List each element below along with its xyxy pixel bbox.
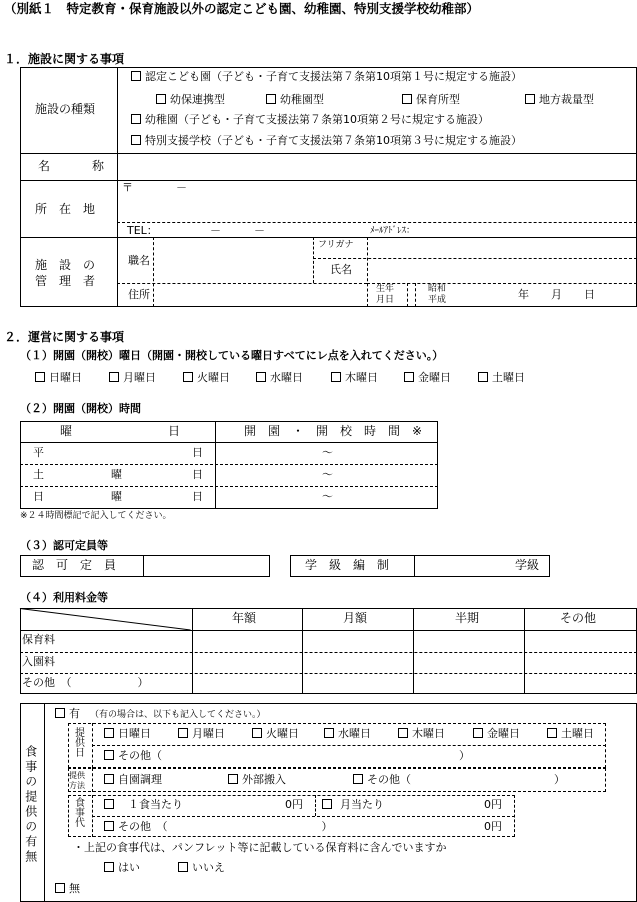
name-label-second: 称 <box>92 159 105 173</box>
class-unit: 学級 <box>515 558 540 572</box>
meal-day-sunday[interactable]: 日曜日 <box>104 728 151 741</box>
capacity-heading: （３）認可定員等 <box>20 539 108 552</box>
checkbox[interactable] <box>178 728 188 738</box>
furigana-label: フリガナ <box>318 240 354 250</box>
fee-heading: （４）利用料金等 <box>20 591 108 604</box>
option-yoho-renkei[interactable]: 幼保連携型 <box>156 94 225 107</box>
capacity-label: 認 可 定 員 <box>32 558 117 572</box>
checkbox[interactable] <box>353 774 363 784</box>
checkbox[interactable] <box>547 728 557 738</box>
checkbox[interactable] <box>55 708 65 718</box>
job-title-label: 職名 <box>128 254 150 267</box>
hours-col-day-b: 日 <box>168 424 181 438</box>
meal-cost-label: 食事代 <box>72 797 84 827</box>
birth-label-1: 生年 <box>376 284 395 294</box>
capacity-field[interactable] <box>144 556 269 576</box>
postal-mark: 〒 <box>122 181 133 194</box>
checkbox[interactable] <box>228 774 238 784</box>
day-wednesday[interactable]: 水曜日 <box>256 372 303 385</box>
meal-day-saturday[interactable]: 土曜日 <box>547 728 594 741</box>
provision-day-label: 提供日 <box>72 727 84 757</box>
meal-vertical-label: 食事の提供の有無 <box>23 745 38 865</box>
checkbox[interactable] <box>104 862 114 872</box>
method-in-house[interactable]: 自園調理 <box>104 774 162 787</box>
meal-yes-note: （有の場合は、以下も記入してください。） <box>90 710 266 720</box>
answer-yes[interactable]: はい <box>104 862 140 875</box>
tel-dash: － － <box>210 224 265 237</box>
checkbox[interactable] <box>104 821 114 831</box>
checkbox[interactable] <box>402 94 412 104</box>
class-count-field[interactable] <box>415 556 510 576</box>
answer-no[interactable]: いいえ <box>178 862 225 875</box>
cost-other[interactable]: その他 （ ） <box>104 821 333 834</box>
day-monday[interactable]: 月曜日 <box>109 372 156 385</box>
postal-dash: － <box>176 181 187 194</box>
hours-col-time: 開 園 ・ 開 校 時 間 ※ <box>244 424 423 438</box>
home-address-label: 住所 <box>128 288 150 301</box>
person-name-field[interactable] <box>369 259 635 282</box>
name-label-first: 名 <box>38 159 51 173</box>
day-saturday[interactable]: 土曜日 <box>478 372 525 385</box>
checkbox[interactable] <box>398 728 408 738</box>
section2-heading: ２．運営に関する事項 <box>4 330 125 344</box>
checkbox[interactable] <box>131 135 141 145</box>
checkbox[interactable] <box>183 372 193 382</box>
hours-row-sunday-tilde: ～ <box>322 490 333 503</box>
hours-row-sunday-c: 日 <box>192 490 203 503</box>
job-title-field[interactable] <box>155 239 311 282</box>
checkbox[interactable] <box>131 71 141 81</box>
meal-day-wednesday[interactable]: 水曜日 <box>324 728 371 741</box>
birth-label-2: 月日 <box>376 295 395 305</box>
page-title: （別紙１ 特定教育・保育施設以外の認定こども園、幼稚園、特別支援学校幼稚部） <box>4 1 480 16</box>
checkbox[interactable] <box>331 372 341 382</box>
section1-heading: １．施設に関する事項 <box>4 52 125 66</box>
cost-per-month[interactable]: 月当たり <box>322 799 384 812</box>
hours-row-weekday-c: 日 <box>192 446 203 459</box>
option-youchien-gata[interactable]: 幼稚園型 <box>266 94 324 107</box>
meal-cost-question: ・上記の食事代は、パンフレット等に記載している保育料に含んでいますか <box>73 841 447 854</box>
hours-col-day-a: 曜 <box>60 424 73 438</box>
class-label: 学 級 編 制 <box>305 558 390 572</box>
checkbox[interactable] <box>525 94 535 104</box>
home-address-field[interactable] <box>155 284 365 306</box>
checkbox[interactable] <box>109 372 119 382</box>
fee-col-other: その他 <box>560 611 597 625</box>
provision-method-label-1: 提供 <box>69 771 85 780</box>
day-thursday[interactable]: 木曜日 <box>331 372 378 385</box>
manager-label-line1: 施 設 の <box>35 258 96 272</box>
checkbox[interactable] <box>252 728 262 738</box>
checkbox[interactable] <box>322 799 332 809</box>
checkbox[interactable] <box>131 114 141 124</box>
hours-row-saturday-tilde: ～ <box>322 468 333 481</box>
checkbox[interactable] <box>256 372 266 382</box>
hours-row-weekday-a: 平 <box>33 446 44 459</box>
checkbox[interactable] <box>104 750 114 760</box>
checkbox[interactable] <box>478 372 488 382</box>
meal-day-friday[interactable]: 金曜日 <box>473 728 520 741</box>
day-sunday[interactable]: 日曜日 <box>35 372 82 385</box>
checkbox[interactable] <box>55 883 65 893</box>
hours-row-saturday-c: 日 <box>192 468 203 481</box>
day-tuesday[interactable]: 火曜日 <box>183 372 230 385</box>
option-tokubetsu-shien[interactable]: 特別支援学校（子ども・子育て支援法第７条第10項第３号に規定する施設） <box>131 135 522 148</box>
meal-yes-option[interactable]: 有 <box>55 708 80 721</box>
manager-label-line2: 管 理 者 <box>35 274 96 288</box>
fee-col-half: 半期 <box>455 611 480 625</box>
checkbox[interactable] <box>404 372 414 382</box>
hours-row-sunday-a: 日 <box>33 490 44 503</box>
checkbox[interactable] <box>178 862 188 872</box>
method-other[interactable]: その他（ ） <box>353 774 565 787</box>
checkbox[interactable] <box>104 774 114 784</box>
era-heisei: 平成 <box>428 295 447 305</box>
address-label: 所 在 地 <box>35 202 96 216</box>
day-friday[interactable]: 金曜日 <box>404 372 451 385</box>
hours-row-sunday-b: 曜 <box>111 490 122 503</box>
meal-day-tuesday[interactable]: 火曜日 <box>252 728 299 741</box>
method-external[interactable]: 外部搬入 <box>228 774 286 787</box>
birth-date-format: 年 月 日 <box>518 288 595 301</box>
address-field[interactable] <box>118 195 636 221</box>
meal-day-monday[interactable]: 月曜日 <box>178 728 225 741</box>
person-name-label: 氏名 <box>330 263 352 276</box>
option-youchien[interactable]: 幼稚園（子ども・子育て支援法第７条第10項第２号に規定する施設） <box>131 114 489 127</box>
checkbox[interactable] <box>156 94 166 104</box>
cost-per-month-unit: 0円 <box>484 798 502 811</box>
cost-per-meal-unit: 0円 <box>285 798 303 811</box>
checkbox[interactable] <box>473 728 483 738</box>
facility-name-field[interactable] <box>118 154 636 179</box>
hours-row-saturday-a: 土 <box>33 468 44 481</box>
hours-row-saturday-b: 曜 <box>111 468 122 481</box>
option-hoikusho-gata[interactable]: 保育所型 <box>402 94 460 107</box>
email-label: ﾒｰﾙｱﾄﾞﾚｽ： <box>370 226 416 236</box>
checkbox[interactable] <box>104 799 114 809</box>
era-showa: 昭和 <box>428 284 447 294</box>
cost-per-meal[interactable]: １食当たり <box>104 799 183 812</box>
checkbox[interactable] <box>104 728 114 738</box>
fee-row-tuition: 保育料 <box>22 633 55 646</box>
hours-row-weekday-tilde: ～ <box>322 446 333 459</box>
facility-type-label: 施設の種類 <box>35 102 96 116</box>
days-heading: （１）開園（開校）曜日（開園・開校している曜日すべてにレ点を入れてください。） <box>20 349 444 362</box>
cost-other-unit: 0円 <box>484 820 502 833</box>
fee-row-other: その他 （ ） <box>22 676 149 689</box>
provision-method-label-2: 方法 <box>69 781 85 790</box>
checkbox[interactable] <box>266 94 276 104</box>
meal-day-thursday[interactable]: 木曜日 <box>398 728 445 741</box>
tel-label: TEL： <box>127 224 158 237</box>
option-nintei-kodomoen[interactable]: 認定こども園（子ども・子育て支援法第７条第10項第１号に規定する施設） <box>131 71 522 84</box>
hours-heading: （２）開園（開校）時間 <box>20 402 141 415</box>
fee-col-monthly: 月額 <box>343 611 368 625</box>
fee-col-annual: 年額 <box>232 611 257 625</box>
meal-no-option[interactable]: 無 <box>55 883 80 896</box>
option-chiho-sairyo[interactable]: 地方裁量型 <box>525 94 594 107</box>
checkbox[interactable] <box>35 372 45 382</box>
meal-day-other[interactable]: その他（ ） <box>104 750 470 763</box>
checkbox[interactable] <box>324 728 334 738</box>
hours-note: ※２４時間標記で記入してください。 <box>20 511 172 521</box>
fee-row-admission: 入園料 <box>22 655 55 668</box>
